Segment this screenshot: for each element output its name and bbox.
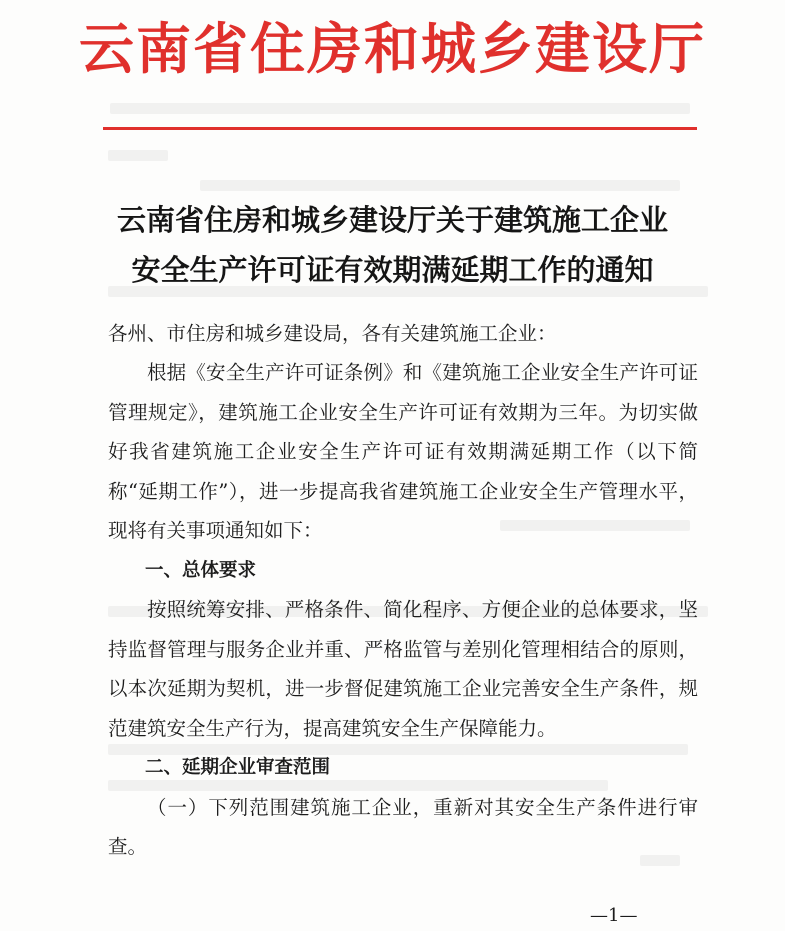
document-title-line-2: 安全生产许可证有效期满延期工作的通知	[131, 253, 654, 287]
document-body	[108, 353, 698, 867]
document-title	[0, 195, 785, 295]
intro-paragraph: 根据《安全生产许可证条例》和《建筑施工企业安全生产许可证管理规定》，建筑施工企业安全生产许可证有效期为三年。为切实做好我省建筑施工企业安全生产许可证有效期满延期工作（以下简称“延期工作”），进一步提高我省建筑施工企业安全生产管理水平，现将有关事项通知如下：	[108, 361, 698, 542]
section-review-scope-item-1: （一）下列范围建筑施工企业，重新对其安全生产条件进行审查。	[108, 795, 698, 858]
section-heading-review-scope: 二、延期企业审查范围	[145, 757, 331, 778]
document-title-line-1: 云南省住房和城乡建设厅关于建筑施工企业	[116, 203, 668, 237]
page-number: —1—	[590, 905, 638, 926]
section-general-requirements-body: 按照统筹安排、严格条件、简化程序、方便企业的总体要求，坚持监督管理与服务企业并重、严格监管与差别化管理相结合的原则，以本次延期为契机，进一步督促建筑施工企业完善安全生产条件，规范建筑安全生产行为，提高建筑安全生产保障能力。	[108, 598, 698, 740]
bleed-through-mark	[110, 103, 690, 114]
salutation: 各州、市住房和城乡建设局，各有关建筑施工企业：	[108, 322, 557, 345]
bleed-through-mark	[200, 180, 680, 191]
section-heading-general-requirements: 一、总体要求	[145, 559, 257, 581]
header-red-rule	[103, 127, 697, 130]
issuing-organization-header: 云南省住房和城乡建设厅	[78, 17, 706, 81]
bleed-through-mark	[108, 150, 168, 161]
